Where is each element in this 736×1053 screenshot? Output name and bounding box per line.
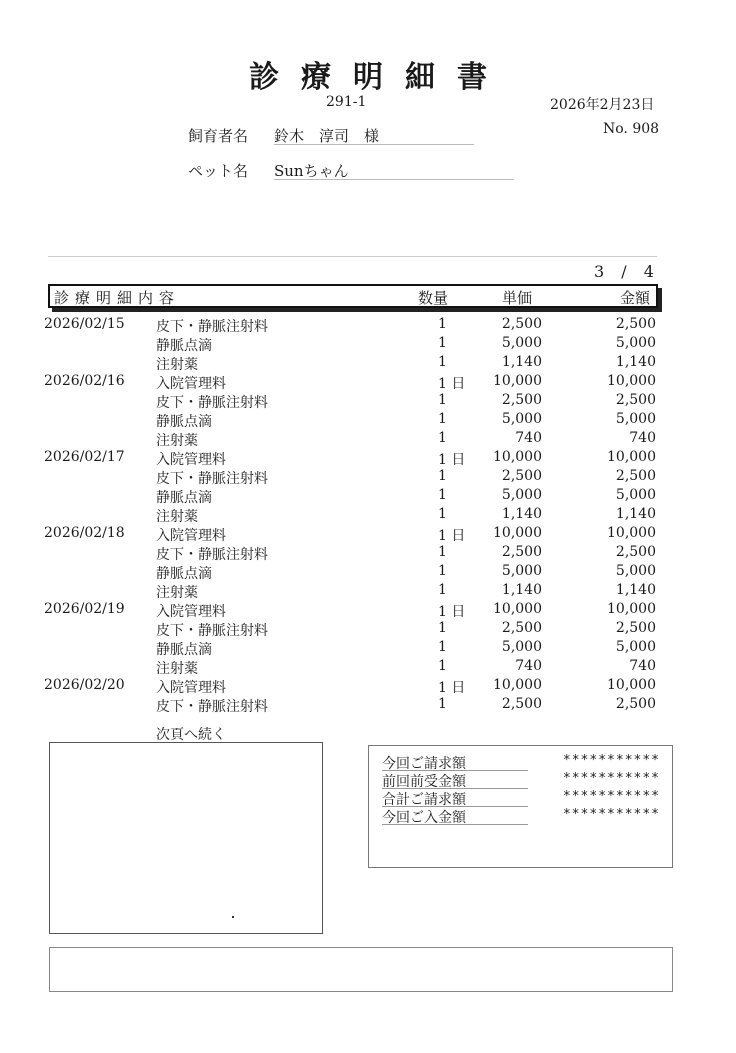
row-amount: 10,000: [607, 601, 656, 617]
row-quantity: 1: [438, 468, 447, 484]
row-item: 静脈点滴: [156, 566, 212, 582]
row-amount: 2,500: [615, 392, 656, 408]
table-row: [0, 639, 736, 658]
summary-row: [382, 807, 660, 825]
row-unit-price: 10,000: [493, 373, 542, 389]
row-item: 注射薬: [156, 585, 198, 601]
row-item: 皮下・静脈注射料: [156, 471, 268, 487]
header-unit-price: 単価: [502, 289, 533, 307]
owner-label: 飼育者名: [188, 127, 249, 145]
row-unit-price: 5,000: [501, 639, 542, 655]
row-unit-price: 2,500: [501, 620, 542, 636]
row-amount: 5,000: [615, 487, 656, 503]
pet-name: Sunちゃん: [274, 160, 514, 180]
row-unit-price: 1,140: [501, 582, 542, 598]
row-item: 入院管理料: [156, 452, 226, 468]
row-quantity: 1: [438, 544, 447, 560]
row-amount: 2,500: [615, 468, 656, 484]
row-unit-price: 1,140: [501, 506, 542, 522]
row-item: 入院管理料: [156, 680, 226, 696]
table-row: [0, 525, 736, 544]
row-unit-price: 740: [515, 658, 542, 674]
row-quantity: 1: [438, 487, 447, 503]
table-row: [0, 487, 736, 506]
divider-line: [48, 256, 657, 257]
table-row: [0, 392, 736, 411]
row-quantity: 1 日: [438, 528, 466, 544]
row-quantity: 1: [438, 392, 447, 408]
document-date: 2026年2月23日: [550, 97, 655, 113]
row-item: 注射薬: [156, 433, 198, 449]
row-amount: 2,500: [615, 696, 656, 712]
row-unit-price: 2,500: [501, 392, 542, 408]
row-date: 2026/02/18: [44, 525, 125, 541]
row-amount: 740: [629, 430, 656, 446]
table-row: [0, 506, 736, 525]
memo-box: [49, 742, 323, 934]
table-row: [0, 696, 736, 715]
row-unit-price: 2,500: [501, 696, 542, 712]
row-amount: 2,500: [615, 544, 656, 560]
table-row: [0, 468, 736, 487]
row-date: 2026/02/16: [44, 373, 125, 389]
row-amount: 2,500: [615, 620, 656, 636]
row-quantity: 1: [438, 411, 447, 427]
table-row: [0, 601, 736, 620]
document-title: 診療明細書: [249, 60, 509, 95]
header-description: 診療明細内容: [54, 289, 181, 307]
row-amount: 740: [629, 658, 656, 674]
row-quantity: 1: [438, 506, 447, 522]
row-date: 2026/02/19: [44, 601, 125, 617]
row-quantity: 1 日: [438, 452, 466, 468]
summary-label: 前回前受金額: [382, 771, 528, 789]
row-unit-price: 10,000: [493, 449, 542, 465]
row-item: 静脈点滴: [156, 490, 212, 506]
table-row: [0, 411, 736, 430]
row-quantity: 1: [438, 430, 447, 446]
row-quantity: 1: [438, 335, 447, 351]
row-unit-price: 2,500: [501, 468, 542, 484]
table-row: [0, 563, 736, 582]
table-row: [0, 335, 736, 354]
table-row: [0, 658, 736, 677]
row-quantity: 1: [438, 316, 447, 332]
row-item: 入院管理料: [156, 604, 226, 620]
memo-dot: [232, 916, 234, 918]
table-row: [0, 316, 736, 335]
row-quantity: 1: [438, 563, 447, 579]
row-amount: 10,000: [607, 373, 656, 389]
row-item: 入院管理料: [156, 376, 226, 392]
table-row: [0, 620, 736, 639]
row-amount: 2,500: [615, 316, 656, 332]
row-quantity: 1 日: [438, 376, 466, 392]
row-amount: 10,000: [607, 677, 656, 693]
summary-label: 今回ご入金額: [382, 807, 528, 825]
row-unit-price: 5,000: [501, 487, 542, 503]
notes-box: [49, 947, 673, 992]
table-row: [0, 354, 736, 373]
summary-row: [382, 771, 660, 789]
row-quantity: 1: [438, 582, 447, 598]
row-item: 皮下・静脈注射料: [156, 623, 268, 639]
table-row: [0, 449, 736, 468]
row-unit-price: 2,500: [501, 316, 542, 332]
summary-label: 合計ご請求額: [382, 789, 528, 807]
row-item: 静脈点滴: [156, 338, 212, 354]
document-code: 291-1: [326, 94, 367, 110]
row-date: 2026/02/17: [44, 449, 125, 465]
row-quantity: 1: [438, 354, 447, 370]
row-date: 2026/02/20: [44, 677, 125, 693]
row-item: 注射薬: [156, 661, 198, 677]
row-quantity: 1 日: [438, 680, 466, 696]
row-unit-price: 10,000: [493, 525, 542, 541]
row-amount: 5,000: [615, 335, 656, 351]
row-unit-price: 5,000: [501, 335, 542, 351]
row-amount: 5,000: [615, 563, 656, 579]
row-amount: 5,000: [615, 411, 656, 427]
table-row: [0, 373, 736, 392]
row-item: 入院管理料: [156, 528, 226, 544]
row-item: 注射薬: [156, 509, 198, 525]
row-amount: 1,140: [615, 582, 656, 598]
summary-value: ***********: [562, 789, 660, 804]
table-row: [0, 582, 736, 601]
row-item: 皮下・静脈注射料: [156, 699, 268, 715]
row-item: 静脈点滴: [156, 642, 212, 658]
row-date: 2026/02/15: [44, 316, 125, 332]
row-unit-price: 5,000: [501, 563, 542, 579]
row-quantity: 1 日: [438, 604, 466, 620]
owner-name: 鈴木 淳司 様: [274, 125, 474, 145]
document-number: No. 908: [603, 121, 660, 137]
row-unit-price: 10,000: [493, 601, 542, 617]
continued-note: 次頁へ続く: [156, 727, 226, 743]
row-item: 皮下・静脈注射料: [156, 319, 268, 335]
summary-value: ***********: [562, 807, 660, 822]
row-amount: 1,140: [615, 506, 656, 522]
row-item: 皮下・静脈注射料: [156, 395, 268, 411]
row-item: 注射薬: [156, 357, 198, 373]
row-amount: 1,140: [615, 354, 656, 370]
row-unit-price: 10,000: [493, 677, 542, 693]
row-item: 静脈点滴: [156, 414, 212, 430]
row-amount: 10,000: [607, 449, 656, 465]
table-row: [0, 430, 736, 449]
row-unit-price: 1,140: [501, 354, 542, 370]
row-quantity: 1: [438, 696, 447, 712]
row-quantity: 1: [438, 620, 447, 636]
header-amount: 金額: [620, 289, 651, 307]
summary-row: [382, 789, 660, 807]
row-unit-price: 5,000: [501, 411, 542, 427]
row-quantity: 1: [438, 658, 447, 674]
pet-label: ペット名: [188, 162, 249, 180]
row-item: 皮下・静脈注射料: [156, 547, 268, 563]
summary-value: ***********: [562, 753, 660, 768]
summary-value: ***********: [562, 771, 660, 786]
page-indicator: 3 / 4: [594, 262, 660, 281]
table-row: [0, 544, 736, 563]
header-quantity: 数量: [418, 289, 449, 307]
summary-label: 今回ご請求額: [382, 753, 528, 771]
row-quantity: 1: [438, 639, 447, 655]
table-row: [0, 677, 736, 696]
row-unit-price: 2,500: [501, 544, 542, 560]
row-amount: 10,000: [607, 525, 656, 541]
row-unit-price: 740: [515, 430, 542, 446]
row-amount: 5,000: [615, 639, 656, 655]
summary-row: [382, 753, 660, 771]
